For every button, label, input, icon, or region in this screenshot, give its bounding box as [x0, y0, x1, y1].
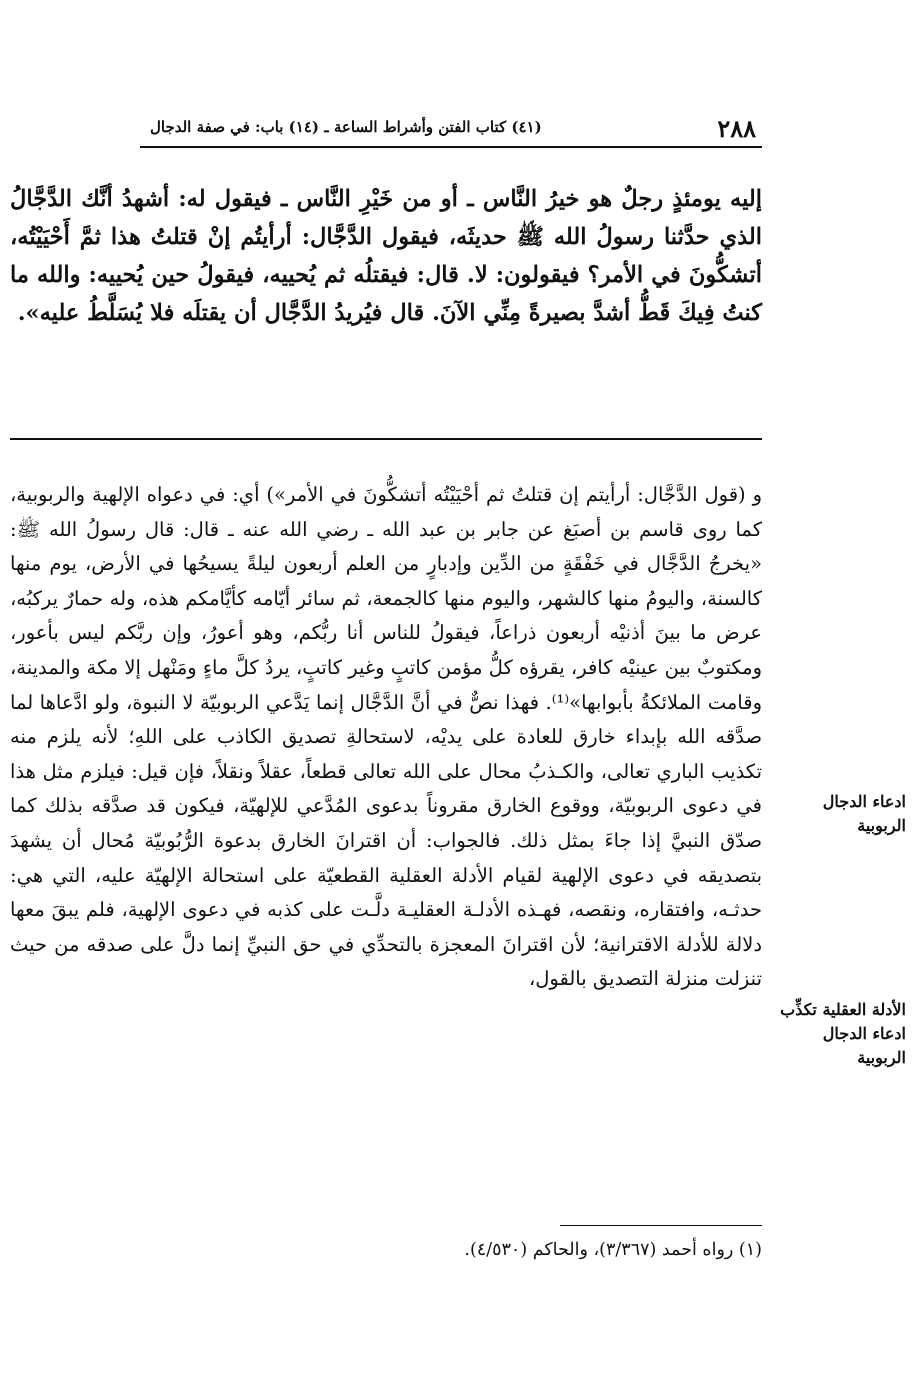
commentary-block — [10, 478, 762, 997]
section-separator — [10, 438, 762, 440]
footnote-rule — [560, 1225, 762, 1226]
hadith-text: إليه يومئذٍ رجلٌ هو خيرُ النَّاس ـ أو من خَيْرِ النَّاس ـ فيقول له: أشهدُ أنَّك الدَّجَّالُ الذي حدَّثنا رسولُ الله ﷺ حديثَه، فيقول الدَّجَّال: أرأيتُم إنْ قتلتُ هذا ثمَّ أَحْيَيْتُه، أتشكُّونَ في الأمر؟ فيقولون: لا. قال: فيقتلُه ثم يُحييه، فيقولُ حين يُحييه: والله ما كنتُ فِيكَ قَطُّ أشدَّ بصيرةً مِنِّي الآنَ. قال فيُريدُ الدَّجَّال أن يقتلَه فلا يُسَلَّطُ عليه». — [10, 186, 762, 326]
page-header — [140, 112, 762, 148]
running-title: (٤١) كتاب الفتن وأشراط الساعة ـ (١٤) باب: في صفة الدجال — [150, 118, 542, 136]
commentary-text: و (قول الدَّجَّال: أرأيتم إن قتلتُ ثم أحْيَيْتُه أتشكُّونَ في الأمر») أي: في دعواه الإلهية والربوبية، كما روى قاسم بن أصبَغ عن جابر بن عبد الله ـ رضي الله عنه ـ قال: قال رسولُ الله ﷺ: «يخرجُ الدَّجَّال في خَفْقَةٍ من الدِّين وإدبارٍ من العلم أربعون ليلةً يسيحُها في الأرض، يوم منها كالسنة، واليومُ منها كالشهر، واليوم منها كالجمعة، ثم سائر أيّامه كأيَّامكم هذه، وله حمارٌ يركبُه، عرض ما بينَ أذنيْه أربعون ذراعاً، فيقولُ للناس أنا ربُّكم، وهو أعورُ، وإن ربَّكم ليس بأعور، ومكتوبٌ بين عينيْه كافر، يقرؤه كلُّ مؤمن كاتبٍ وغير كاتبٍ، يردُ كلَّ ماءٍ ومَنْهل إلا مكة والمدينة، وقامت الملائكةُ بأبوابها»⁽¹⁾. فهذا نصٌّ في أنَّ الدَّجَّال إنما يَدَّعي الربوبيّة لا النبوة، ولو ادَّعاها لما صدَّقه الله بإبداء خارق للعادة على يديْه، لاستحالةِ تصديق الكاذب على اللهِ؛ لأنه يلزم منه تكذيب الباري تعالى، والكـذبُ محال على الله تعالى قطعاً، عقلاً ونقلاً، فإن قيل: فيلزم مثل هذا في دعوى الربوبيّة، ووقوع الخارق مقروناً بدعوى المُدَّعي للإلهيّة، فيكون قد صدَّقه بذلك كما صدّق النبيَّ إذا جاءَ بمثل ذلك. فالجواب: أن اقترانَ الخارق بدعوة الرُّبُوبيّة مُحال أن يشهدَ بتصديقه في دعوى الإلهية لقيام الأدلة العقلية القطعيّة على استحالة الإلهيّة عليه، التي هي: حدثـه، وافتقاره، ونقصه، فهـذه الأدلـة العقليـة دلَّـت على كذبه في دعوى الإلهية، فلم يبقَ معها دلالة للأدلة الاقترانية؛ لأن اقترانَ المعجزة بالتحدِّي في حق النبيِّ إنما دلَّ على صدقه من حيث تنزلت منزلة التصديق بالقول، — [10, 483, 763, 991]
page-number: ٢٨٨ — [717, 114, 756, 143]
margin-note-claim: ادعاء الدجال الربوبية — [822, 792, 906, 835]
margin-note-proofs: الأدلة العقلية تكذِّب ادعاء الدجال الربوبية — [780, 1000, 906, 1067]
footnote: (١) رواه أحمد (٣/٣٦٧)، والحاكم (٤/٥٣٠). — [464, 1240, 762, 1260]
